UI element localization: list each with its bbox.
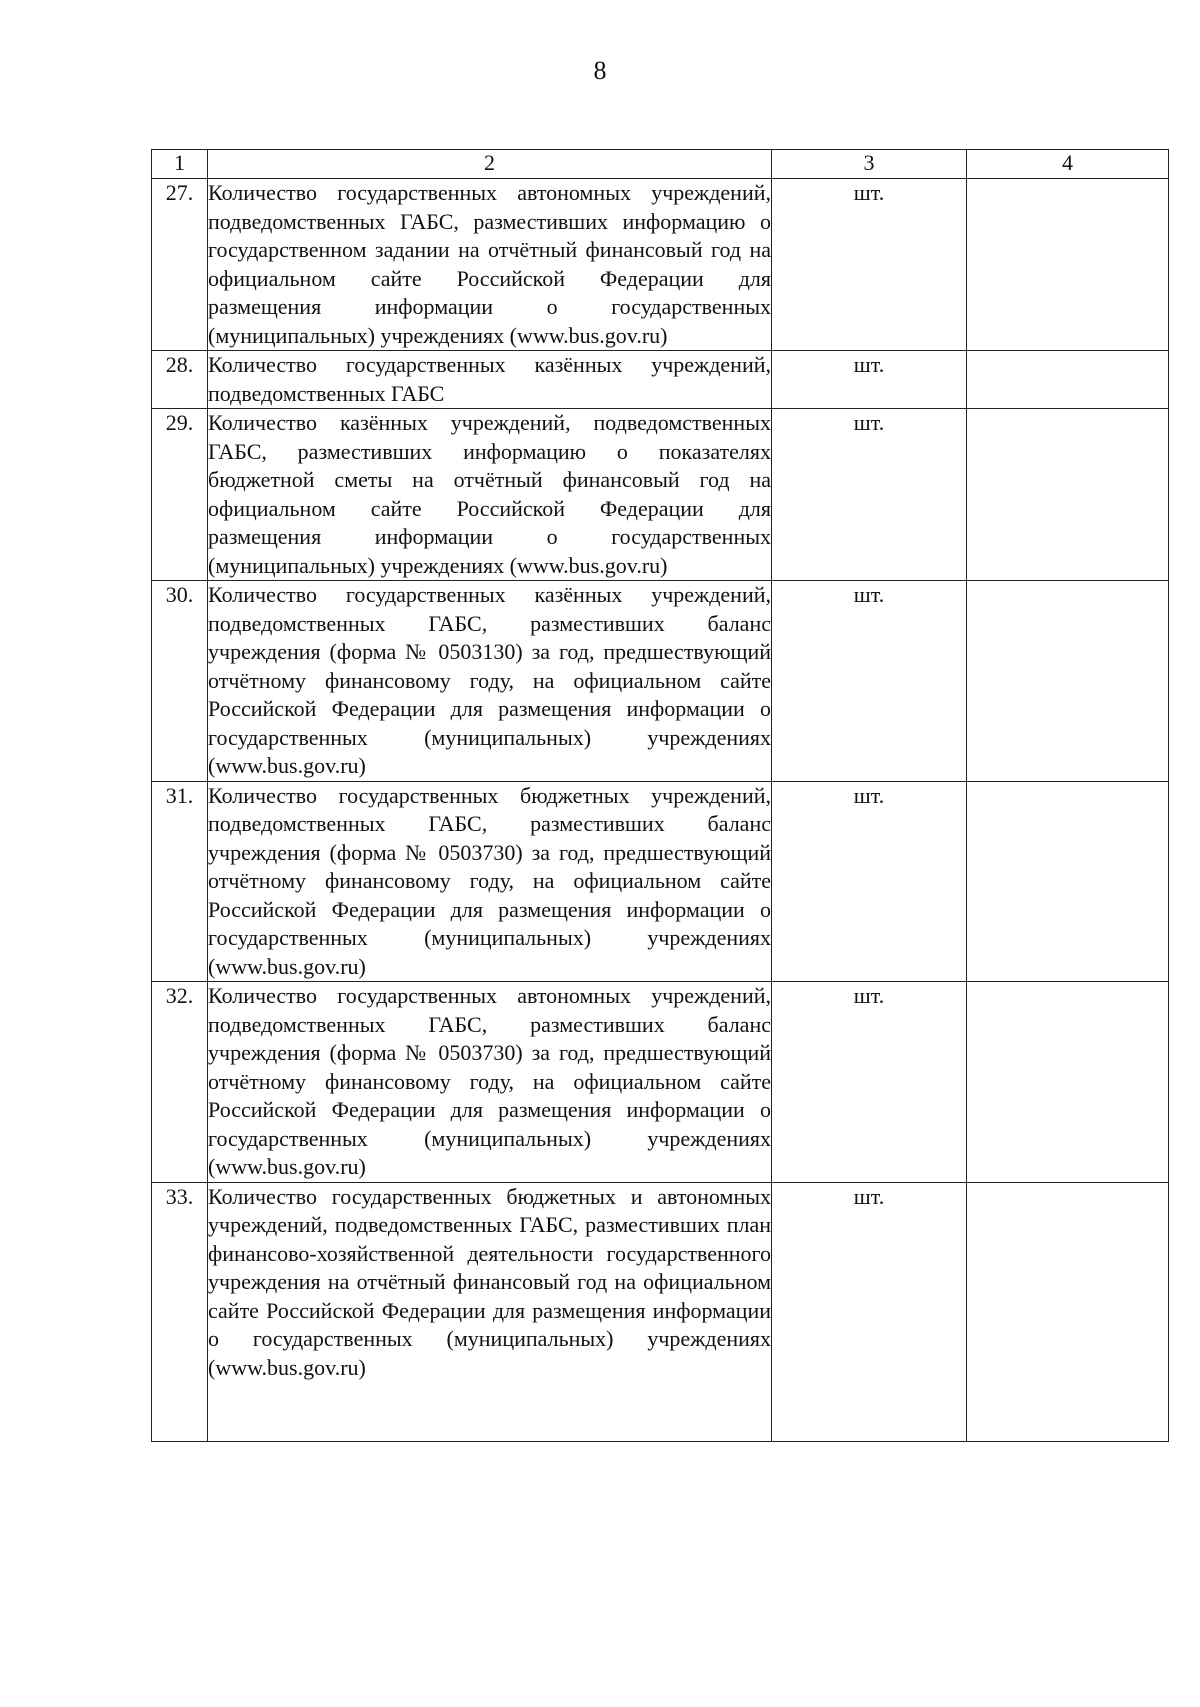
row-value [967,409,1169,581]
table-row [152,982,1169,1183]
row-number: 27. [152,179,208,351]
row-unit: шт. [772,982,967,1183]
row-number: 28. [152,351,208,409]
row-description: Количество государственных автономных учреждений, подведомственных ГАБС, разместивших информацию о государственном задании на отчётный финансовый год на официальном сайте Российской Федерации для размещения информации о государственных (муниципальных) учреждениях (www.bus.gov.ru) [208,179,772,351]
header-col-2: 2 [208,150,772,179]
row-unit: шт. [772,179,967,351]
header-col-4: 4 [967,150,1169,179]
row-number: 32. [152,982,208,1183]
row-unit: шт. [772,781,967,982]
row-value [967,982,1169,1183]
row-value [967,781,1169,982]
row-value [967,351,1169,409]
row-unit: шт. [772,351,967,409]
row-number: 30. [152,581,208,782]
row-value [967,179,1169,351]
row-number: 33. [152,1182,208,1441]
row-description: Количество государственных казённых учреждений, подведомственных ГАБС, разместивших баланс учреждения (форма № 0503130) за год, предшествующий отчётному финансовому году, на официальном сайте Российской Федерации для размещения информации о государственных (муниципальных) учреждениях (www.bus.gov.ru) [208,581,772,782]
table-row [152,351,1169,409]
page-number: 8 [593,56,607,85]
table-row [152,781,1169,982]
table-header-row [152,150,1169,179]
row-value [967,581,1169,782]
header-col-1: 1 [152,150,208,179]
table-row [152,179,1169,351]
table-row [152,409,1169,581]
indicator-table [151,149,1169,1442]
row-number: 31. [152,781,208,982]
row-number: 29. [152,409,208,581]
row-description: Количество государственных автономных учреждений, подведомственных ГАБС, разместивших баланс учреждения (форма № 0503730) за год, предшествующий отчётному финансовому году, на официальном сайте Российской Федерации для размещения информации о государственных (муниципальных) учреждениях (www.bus.gov.ru) [208,982,772,1183]
row-value [967,1182,1169,1441]
row-description: Количество государственных бюджетных учреждений, подведомственных ГАБС, разместивших баланс учреждения (форма № 0503730) за год, предшествующий отчётному финансовому году, на официальном сайте Российской Федерации для размещения информации о государственных (муниципальных) учреждениях (www.bus.gov.ru) [208,781,772,982]
row-description: Количество государственных бюджетных и автономных учреждений, подведомственных ГАБС, разместивших план финансово-хозяйственной деятельности государственного учреждения на отчётный финансовый год на официальном сайте Российской Федерации для размещения информации о государственных (муниципальных) учреждениях (www.bus.gov.ru) [208,1182,772,1441]
row-unit: шт. [772,581,967,782]
table-row [152,1182,1169,1441]
row-unit: шт. [772,1182,967,1441]
row-description: Количество казённых учреждений, подведомственных ГАБС, разместивших информацию о показателях бюджетной сметы на отчётный финансовый год на официальном сайте Российской Федерации для размещения информации о государственных (муниципальных) учреждениях (www.bus.gov.ru) [208,409,772,581]
row-unit: шт. [772,409,967,581]
header-col-3: 3 [772,150,967,179]
row-description: Количество государственных казённых учреждений, подведомственных ГАБС [208,351,772,409]
table-row [152,581,1169,782]
